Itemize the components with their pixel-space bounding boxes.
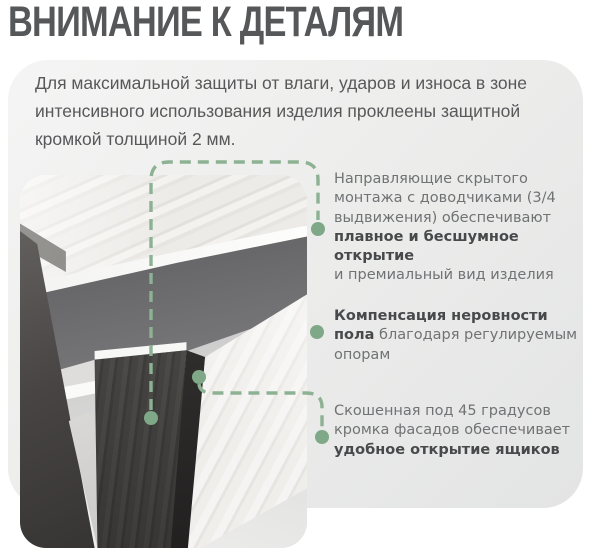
intro-text: Для максимальной защиты от влаги, ударов и износа в зоне интенсивного использования изделия проклеены защитной кромкой толщиной 2 мм. <box>35 73 528 149</box>
product-photo-dresser-drawer <box>20 175 307 548</box>
annotation-beveled-edge: Скошенная под 45 градусов кромка фасадов обеспечивает удобное открытие ящиков <box>334 403 571 458</box>
page-title: ВНИМАНИЕ К ДЕТАЛЯМ <box>8 0 404 46</box>
annotation-drawer-slides: Направляющие скрытого монтажа с доводчиками (3/4 выдвижения) обеспечивают плавное и бесшумное открытие и премиальный вид изделия <box>334 171 556 284</box>
annotation-adjustable-feet: Компенсация неровности пола благодаря регулируемым опорам <box>334 308 578 363</box>
